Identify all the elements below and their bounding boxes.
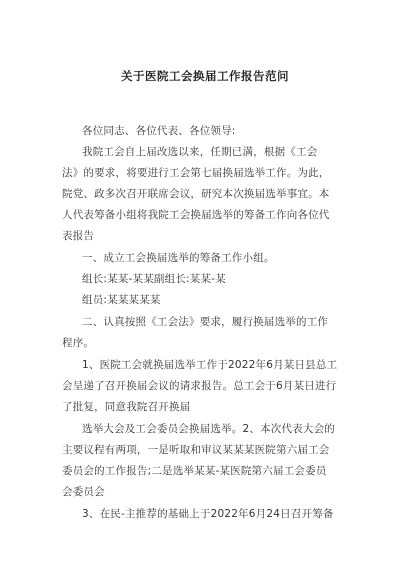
body-line: 我院工会自上届改选以来，任期已满，根据《工会 <box>82 146 318 158</box>
body-line: 了批复，同意我院召开换届 <box>62 401 191 413</box>
body-line: 程序。 <box>62 337 95 349</box>
body-line: 委员会的工作报告;二是选举某某-某医院第六届工会委员 <box>62 465 327 477</box>
body-line: 法》的要求，将要进行工会第七届换届选举工作。为此， <box>62 167 330 179</box>
body-line: 选举大会及工会委员会换届选举。2、本次代表大会的 <box>82 423 335 435</box>
section-heading-2: 二、认真按照《工会法》要求，履行换届选举的工作 <box>82 316 329 328</box>
body-line: 1、医院工会就换届选举工作于2022年6月某日县总工 <box>82 359 338 371</box>
body-line: 人代表筹备小组将我院工会换届选举的筹备工作向各位代 <box>62 209 330 221</box>
document-title: 关于医院工会换届工作报告范问 <box>121 69 289 83</box>
body-line: 3、在民-主推荐的基础上于2022年6月24日召开筹备 <box>82 508 334 520</box>
section-heading-1: 一、成立工会换届选举的筹备工作小组。 <box>82 252 275 264</box>
salutation-line: 各位同志、各位代表、各位领导: <box>82 125 236 137</box>
body-line: 院党、政多次召开联席会议，研究本次换届选举事宜。本 <box>62 188 330 200</box>
body-line: 会委员会 <box>62 486 105 498</box>
body-line: 表报告 <box>62 230 95 242</box>
team-members-line: 组员:某某某某某 <box>82 294 161 306</box>
team-leader-line: 组长:某某-某某副组长:某某-某 <box>82 273 226 285</box>
body-line: 会呈递了召开换届会议的请求报告。总工会于6月某日进行 <box>62 380 337 392</box>
body-line: 主要议程有两项，一是听取和审议某某某医院第六届工会 <box>62 444 330 456</box>
